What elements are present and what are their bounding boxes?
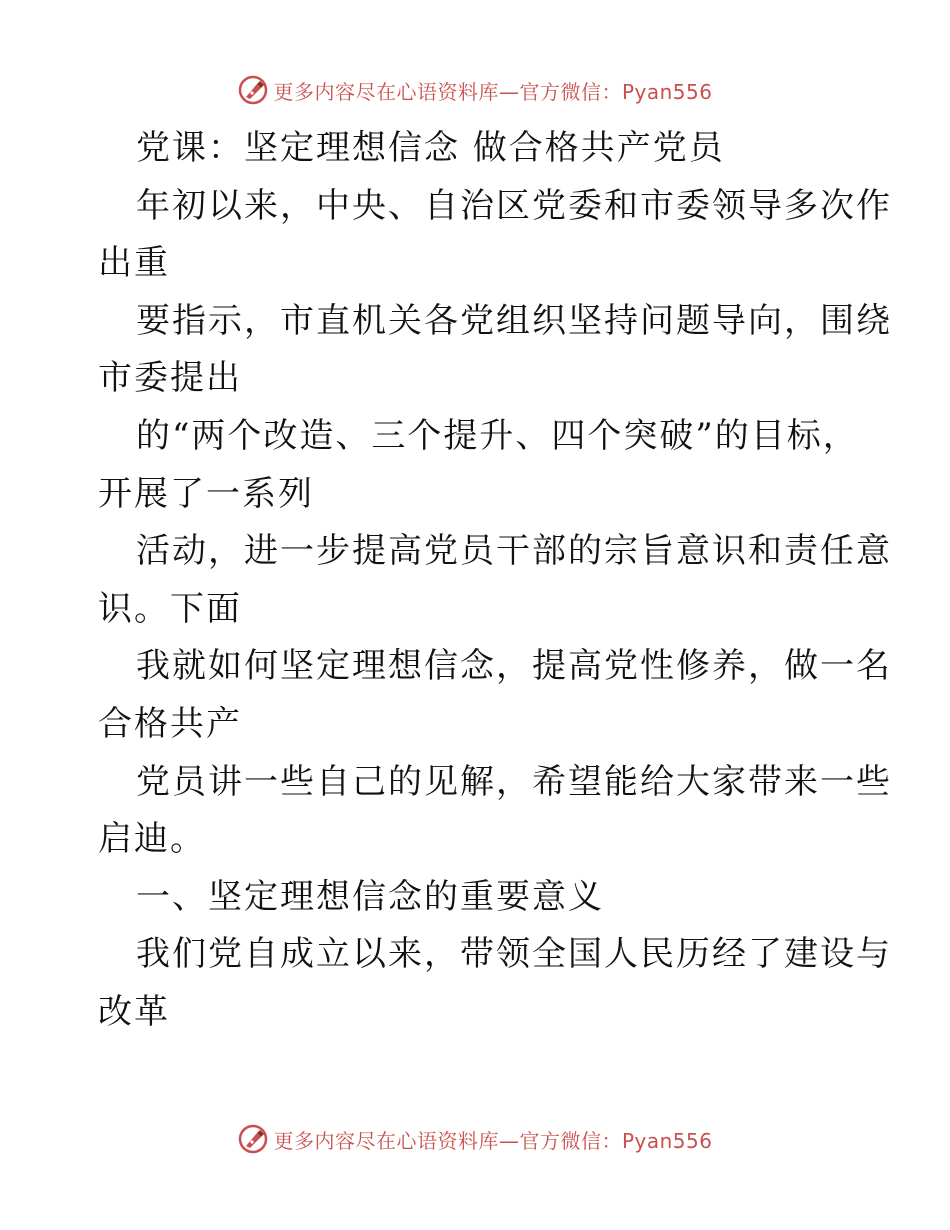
- fountain-pen-logo-icon: [237, 1123, 269, 1155]
- doc-line: 出重: [98, 243, 170, 284]
- doc-line: 合格共产: [98, 703, 242, 744]
- doc-line: 活动，进一步提高党员干部的宗旨意识和责任意: [136, 531, 892, 572]
- doc-line: 我们党自成立以来，带领全国人民历经了建设与: [136, 934, 892, 975]
- footer-watermark-text: 更多内容尽在心语资料库—官方微信：Pyan556: [273, 1128, 713, 1153]
- document-body: [98, 120, 892, 1042]
- fountain-pen-logo-icon: [237, 74, 269, 106]
- doc-line: 开展了一系列: [98, 473, 314, 514]
- doc-line: 年初以来，中央、自治区党委和市委领导多次作: [136, 185, 892, 226]
- doc-line: 的“两个改造、三个提升、四个突破”的目标，: [136, 415, 859, 456]
- header-watermark-banner: [0, 70, 950, 110]
- doc-line: 改革: [98, 991, 170, 1032]
- doc-line: 党员讲一些自己的见解，希望能给大家带来一些: [136, 761, 892, 802]
- doc-line: 市委提出: [98, 358, 242, 399]
- doc-line: 识。下面: [98, 588, 242, 629]
- doc-line: 要指示，市直机关各党组织坚持问题导向，围绕: [136, 300, 892, 341]
- footer-watermark-banner: [0, 1119, 950, 1159]
- doc-title: 党课：坚定理想信念 做合格共产党员: [136, 128, 725, 168]
- doc-line: 我就如何坚定理想信念，提高党性修养，做一名: [136, 646, 892, 687]
- header-watermark-text: 更多内容尽在心语资料库—官方微信：Pyan556: [273, 79, 713, 104]
- doc-line: 启迪。: [98, 819, 206, 860]
- section-heading: 一、坚定理想信念的重要意义: [136, 876, 604, 917]
